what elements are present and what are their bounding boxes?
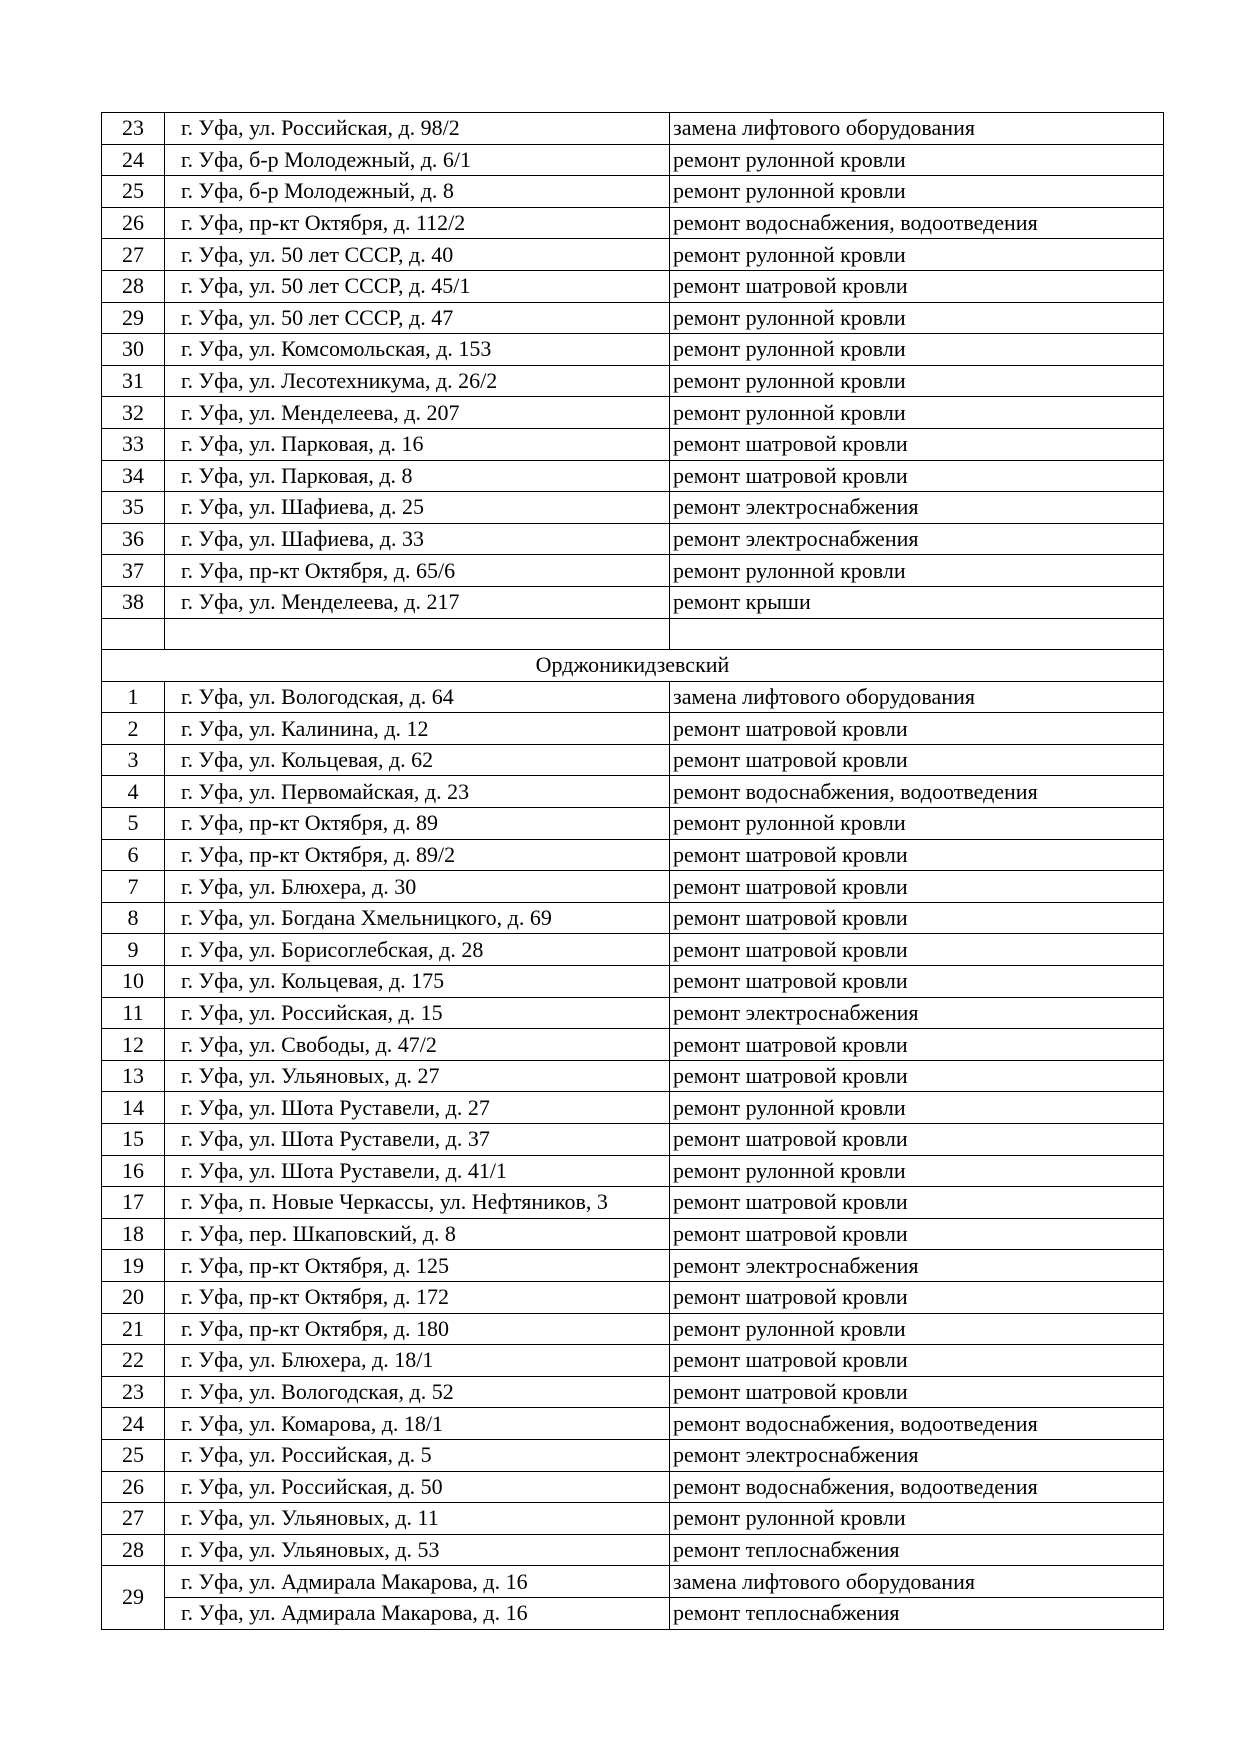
address-cell: г. Уфа, б-р Молодежный, д. 8: [165, 176, 670, 208]
work-type-cell: ремонт рулонной кровли: [670, 334, 1164, 366]
row-number: 8: [102, 902, 165, 934]
work-type-cell: ремонт шатровой кровли: [670, 871, 1164, 903]
row-number: 17: [102, 1187, 165, 1219]
table-row: [102, 1155, 1164, 1187]
address-cell: г. Уфа, ул. Менделеева, д. 217: [165, 586, 670, 618]
work-type-cell: ремонт теплоснабжения: [670, 1597, 1164, 1629]
row-number: 31: [102, 365, 165, 397]
address-cell: г. Уфа, ул. Российская, д. 98/2: [165, 113, 670, 145]
district-header: Орджоникидзевский: [102, 650, 1164, 682]
row-number: 12: [102, 1029, 165, 1061]
address-cell: г. Уфа, ул. Вологодская, д. 52: [165, 1376, 670, 1408]
work-type-cell: замена лифтового оборудования: [670, 1566, 1164, 1598]
table-row: [102, 555, 1164, 587]
address-cell: г. Уфа, ул. Калинина, д. 12: [165, 713, 670, 745]
work-type-cell: ремонт шатровой кровли: [670, 1281, 1164, 1313]
work-type-cell: ремонт рулонной кровли: [670, 1155, 1164, 1187]
address-cell: г. Уфа, ул. Российская, д. 50: [165, 1471, 670, 1503]
table-row: [102, 1439, 1164, 1471]
work-type-cell: ремонт водоснабжения, водоотведения: [670, 1408, 1164, 1440]
row-number: 2: [102, 713, 165, 745]
table-row: [102, 1408, 1164, 1440]
address-cell: г. Уфа, ул. Ульяновых, д. 27: [165, 1060, 670, 1092]
table-row: [102, 1124, 1164, 1156]
table-row: [102, 144, 1164, 176]
table-row: [102, 681, 1164, 713]
address-cell: г. Уфа, ул. 50 лет СССР, д. 45/1: [165, 270, 670, 302]
table-row: [102, 1313, 1164, 1345]
address-cell: г. Уфа, ул. Ульяновых, д. 53: [165, 1534, 670, 1566]
row-number: 7: [102, 871, 165, 903]
table-row: [102, 1029, 1164, 1061]
row-number: 28: [102, 270, 165, 302]
row-number: 38: [102, 586, 165, 618]
address-cell: г. Уфа, пр-кт Октября, д. 172: [165, 1281, 670, 1313]
address-cell: г. Уфа, ул. Комсомольская, д. 153: [165, 334, 670, 366]
work-type-cell: ремонт рулонной кровли: [670, 302, 1164, 334]
work-type-cell: ремонт крыши: [670, 586, 1164, 618]
work-type-cell: ремонт шатровой кровли: [670, 902, 1164, 934]
work-type-cell: замена лифтового оборудования: [670, 681, 1164, 713]
table-row: [102, 1187, 1164, 1219]
table-row: [102, 1345, 1164, 1377]
table-row: [102, 523, 1164, 555]
address-cell: г. Уфа, б-р Молодежный, д. 6/1: [165, 144, 670, 176]
address-cell: г. Уфа, ул. Кольцевая, д. 175: [165, 966, 670, 998]
work-type-cell: ремонт шатровой кровли: [670, 1218, 1164, 1250]
table-row: [102, 586, 1164, 618]
work-type-cell: ремонт рулонной кровли: [670, 176, 1164, 208]
table-row: [102, 1503, 1164, 1535]
row-number: 20: [102, 1281, 165, 1313]
table-row: [102, 997, 1164, 1029]
row-number: 32: [102, 397, 165, 429]
work-type-cell: ремонт шатровой кровли: [670, 1029, 1164, 1061]
table-row: [102, 808, 1164, 840]
address-cell: г. Уфа, ул. Адмирала Макарова, д. 16: [165, 1566, 670, 1598]
row-number: 25: [102, 176, 165, 208]
work-type-cell: ремонт шатровой кровли: [670, 270, 1164, 302]
table-row: [102, 1534, 1164, 1566]
address-cell: г. Уфа, ул. Первомайская, д. 23: [165, 776, 670, 808]
work-type-cell: ремонт электроснабжения: [670, 492, 1164, 524]
table-row: [102, 302, 1164, 334]
row-number: 22: [102, 1345, 165, 1377]
work-type-cell: ремонт шатровой кровли: [670, 1187, 1164, 1219]
row-number: 16: [102, 1155, 165, 1187]
work-type-cell: ремонт шатровой кровли: [670, 460, 1164, 492]
row-number: 1: [102, 681, 165, 713]
table-row: [102, 207, 1164, 239]
work-type-cell: ремонт рулонной кровли: [670, 365, 1164, 397]
work-type-cell: ремонт электроснабжения: [670, 523, 1164, 555]
table-row: [102, 1250, 1164, 1282]
address-cell: г. Уфа, пр-кт Октября, д. 112/2: [165, 207, 670, 239]
empty-cell: [670, 618, 1164, 650]
row-number: 23: [102, 113, 165, 145]
address-cell: г. Уфа, ул. Менделеева, д. 207: [165, 397, 670, 429]
work-type-cell: ремонт рулонной кровли: [670, 1503, 1164, 1535]
address-cell: г. Уфа, ул. Российская, д. 15: [165, 997, 670, 1029]
row-number: 24: [102, 144, 165, 176]
row-number: 6: [102, 839, 165, 871]
address-cell: г. Уфа, пр-кт Октября, д. 65/6: [165, 555, 670, 587]
row-number: 5: [102, 808, 165, 840]
address-cell: г. Уфа, ул. Блюхера, д. 18/1: [165, 1345, 670, 1377]
address-cell: г. Уфа, ул. Свободы, д. 47/2: [165, 1029, 670, 1061]
work-type-cell: ремонт электроснабжения: [670, 1250, 1164, 1282]
table-row: [102, 334, 1164, 366]
address-cell: г. Уфа, п. Новые Черкассы, ул. Нефтяников, 3: [165, 1187, 670, 1219]
row-number: 30: [102, 334, 165, 366]
address-cell: г. Уфа, ул. 50 лет СССР, д. 47: [165, 302, 670, 334]
district-header-row: [102, 650, 1164, 682]
work-type-cell: ремонт водоснабжения, водоотведения: [670, 207, 1164, 239]
table-row: [102, 839, 1164, 871]
works-table: [101, 112, 1164, 1630]
address-cell: г. Уфа, ул. Комарова, д. 18/1: [165, 1408, 670, 1440]
table-row: [102, 871, 1164, 903]
table-row: [102, 1092, 1164, 1124]
table-row: [102, 365, 1164, 397]
work-type-cell: ремонт электроснабжения: [670, 997, 1164, 1029]
address-cell: г. Уфа, ул. Блюхера, д. 30: [165, 871, 670, 903]
row-number: 26: [102, 207, 165, 239]
table-row: [102, 460, 1164, 492]
empty-cell: [165, 618, 670, 650]
table-row: [102, 492, 1164, 524]
table-row: [102, 397, 1164, 429]
row-number: 18: [102, 1218, 165, 1250]
work-type-cell: ремонт шатровой кровли: [670, 1345, 1164, 1377]
row-number: 10: [102, 966, 165, 998]
work-type-cell: ремонт рулонной кровли: [670, 397, 1164, 429]
address-cell: г. Уфа, пер. Шкаповский, д. 8: [165, 1218, 670, 1250]
table-row: [102, 1218, 1164, 1250]
row-number: 23: [102, 1376, 165, 1408]
address-cell: г. Уфа, ул. Шафиева, д. 33: [165, 523, 670, 555]
row-number: 33: [102, 428, 165, 460]
row-number: 21: [102, 1313, 165, 1345]
row-number: 3: [102, 744, 165, 776]
work-type-cell: замена лифтового оборудования: [670, 113, 1164, 145]
table-row: [102, 239, 1164, 271]
row-number: 34: [102, 460, 165, 492]
work-type-cell: ремонт рулонной кровли: [670, 808, 1164, 840]
address-cell: г. Уфа, пр-кт Октября, д. 89/2: [165, 839, 670, 871]
address-cell: г. Уфа, ул. Борисоглебская, д. 28: [165, 934, 670, 966]
address-cell: г. Уфа, ул. Шота Руставели, д. 41/1: [165, 1155, 670, 1187]
address-cell: г. Уфа, ул. Кольцевая, д. 62: [165, 744, 670, 776]
table-row: [102, 966, 1164, 998]
row-number: 19: [102, 1250, 165, 1282]
row-number: 27: [102, 1503, 165, 1535]
table-row: [102, 1281, 1164, 1313]
work-type-cell: ремонт рулонной кровли: [670, 1313, 1164, 1345]
row-number: 27: [102, 239, 165, 271]
row-number: 29: [102, 302, 165, 334]
empty-cell: [102, 618, 165, 650]
work-type-cell: ремонт шатровой кровли: [670, 428, 1164, 460]
work-type-cell: ремонт рулонной кровли: [670, 1092, 1164, 1124]
table-row: [102, 1060, 1164, 1092]
address-cell: г. Уфа, ул. Шота Руставели, д. 27: [165, 1092, 670, 1124]
work-type-cell: ремонт рулонной кровли: [670, 239, 1164, 271]
table-row: [102, 428, 1164, 460]
work-type-cell: ремонт электроснабжения: [670, 1439, 1164, 1471]
row-number: 14: [102, 1092, 165, 1124]
address-cell: г. Уфа, ул. Ульяновых, д. 11: [165, 1503, 670, 1535]
table-row: [102, 176, 1164, 208]
address-cell: г. Уфа, ул. Шота Руставели, д. 37: [165, 1124, 670, 1156]
work-type-cell: ремонт рулонной кровли: [670, 144, 1164, 176]
works-table-body: [102, 113, 1164, 1630]
row-number: 11: [102, 997, 165, 1029]
row-number: 13: [102, 1060, 165, 1092]
row-number: 28: [102, 1534, 165, 1566]
table-row: [102, 1566, 1164, 1598]
work-type-cell: ремонт рулонной кровли: [670, 555, 1164, 587]
table-row: [102, 1597, 1164, 1629]
table-row: [102, 776, 1164, 808]
work-type-cell: ремонт шатровой кровли: [670, 744, 1164, 776]
work-type-cell: ремонт шатровой кровли: [670, 1376, 1164, 1408]
table-row: [102, 934, 1164, 966]
work-type-cell: ремонт водоснабжения, водоотведения: [670, 776, 1164, 808]
work-type-cell: ремонт шатровой кровли: [670, 1060, 1164, 1092]
row-number: 26: [102, 1471, 165, 1503]
address-cell: г. Уфа, ул. 50 лет СССР, д. 40: [165, 239, 670, 271]
row-number: 24: [102, 1408, 165, 1440]
empty-row: [102, 618, 1164, 650]
table-row: [102, 1376, 1164, 1408]
table-row: [102, 713, 1164, 745]
address-cell: г. Уфа, ул. Вологодская, д. 64: [165, 681, 670, 713]
row-number: 36: [102, 523, 165, 555]
row-number: 4: [102, 776, 165, 808]
address-cell: г. Уфа, ул. Адмирала Макарова, д. 16: [165, 1597, 670, 1629]
row-number: 15: [102, 1124, 165, 1156]
table-row: [102, 744, 1164, 776]
address-cell: г. Уфа, ул. Шафиева, д. 25: [165, 492, 670, 524]
row-number: 29: [102, 1566, 165, 1629]
row-number: 37: [102, 555, 165, 587]
address-cell: г. Уфа, ул. Российская, д. 5: [165, 1439, 670, 1471]
address-cell: г. Уфа, пр-кт Октября, д. 89: [165, 808, 670, 840]
row-number: 25: [102, 1439, 165, 1471]
table-row: [102, 113, 1164, 145]
address-cell: г. Уфа, ул. Парковая, д. 8: [165, 460, 670, 492]
work-type-cell: ремонт шатровой кровли: [670, 1124, 1164, 1156]
address-cell: г. Уфа, пр-кт Октября, д. 180: [165, 1313, 670, 1345]
address-cell: г. Уфа, ул. Лесотехникума, д. 26/2: [165, 365, 670, 397]
work-type-cell: ремонт шатровой кровли: [670, 839, 1164, 871]
work-type-cell: ремонт шатровой кровли: [670, 713, 1164, 745]
address-cell: г. Уфа, ул. Богдана Хмельницкого, д. 69: [165, 902, 670, 934]
table-row: [102, 270, 1164, 302]
table-row: [102, 1471, 1164, 1503]
work-type-cell: ремонт водоснабжения, водоотведения: [670, 1471, 1164, 1503]
address-cell: г. Уфа, ул. Парковая, д. 16: [165, 428, 670, 460]
row-number: 9: [102, 934, 165, 966]
work-type-cell: ремонт шатровой кровли: [670, 966, 1164, 998]
row-number: 35: [102, 492, 165, 524]
work-type-cell: ремонт теплоснабжения: [670, 1534, 1164, 1566]
table-row: [102, 902, 1164, 934]
address-cell: г. Уфа, пр-кт Октября, д. 125: [165, 1250, 670, 1282]
work-type-cell: ремонт шатровой кровли: [670, 934, 1164, 966]
